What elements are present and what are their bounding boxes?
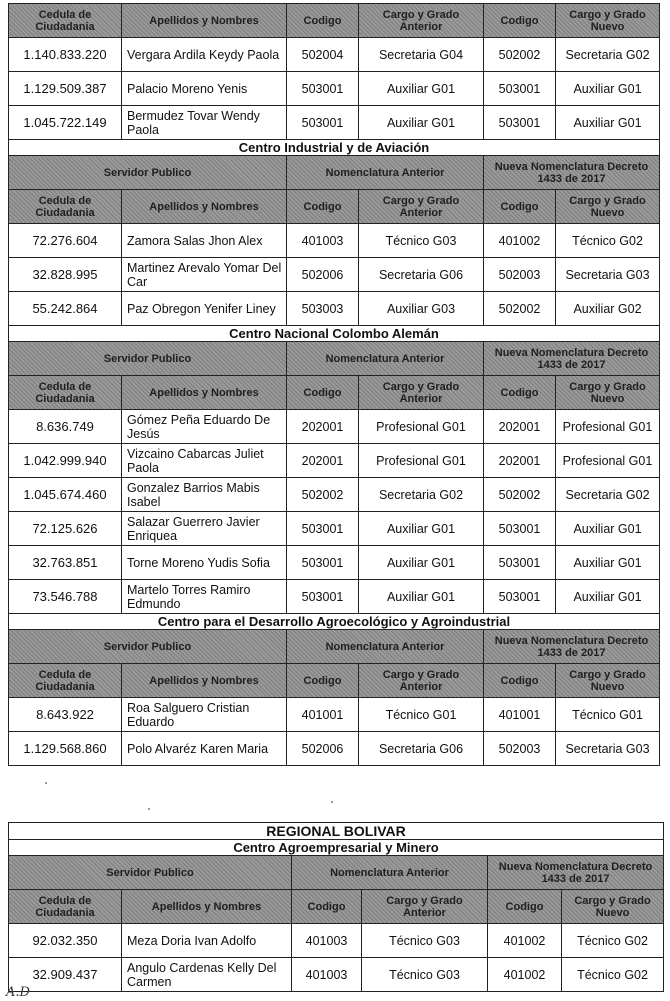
cell-codigo: 202001: [287, 444, 359, 478]
table-row: [9, 580, 660, 614]
cell-cargo_ant: Técnico G03: [362, 924, 488, 958]
cell-codigo2: 502003: [484, 258, 556, 292]
cell-cedula: 1.042.999.940: [9, 444, 122, 478]
section-title: Centro Nacional Colombo Alemán: [9, 326, 660, 342]
cell-nombres: Vizcaino Cabarcas Juliet Paola: [122, 444, 287, 478]
cell-codigo2: 503001: [484, 512, 556, 546]
cell-cargo_ant: Profesional G01: [359, 444, 484, 478]
cell-codigo2: 502003: [484, 732, 556, 766]
cell-codigo: 502006: [287, 258, 359, 292]
personnel-table-2: [8, 822, 664, 992]
cell-nombres: Gonzalez Barrios Mabis Isabel: [122, 478, 287, 512]
column-header-cargo_nuevo: Cargo y Grado Nuevo: [556, 664, 660, 698]
column-header-cargo_ant: Cargo y Grado Anterior: [359, 4, 484, 38]
cell-codigo: 202001: [287, 410, 359, 444]
table-row: [9, 106, 660, 140]
column-header-nombres: Apellidos y Nombres: [122, 376, 287, 410]
column-header-cargo_ant: Cargo y Grado Anterior: [359, 376, 484, 410]
cell-cargo_nuevo: Secretaria G03: [556, 258, 660, 292]
cell-cargo_nuevo: Auxiliar G01: [556, 512, 660, 546]
cell-codigo: 502002: [287, 478, 359, 512]
cell-codigo2: 503001: [484, 72, 556, 106]
cell-cargo_ant: Auxiliar G03: [359, 292, 484, 326]
cell-nombres: Gómez Peña Eduardo De Jesús: [122, 410, 287, 444]
column-header-cargo_nuevo: Cargo y Grado Nuevo: [556, 376, 660, 410]
table-row: [9, 958, 664, 992]
table-row: [9, 224, 660, 258]
table-row: [9, 258, 660, 292]
cell-codigo2: 202001: [484, 444, 556, 478]
column-header-cargo_ant: Cargo y Grado Anterior: [359, 190, 484, 224]
cell-nombres: Martinez Arevalo Yomar Del Car: [122, 258, 287, 292]
cell-cargo_ant: Técnico G03: [362, 958, 488, 992]
column-header-cargo_nuevo: Cargo y Grado Nuevo: [562, 890, 664, 924]
column-header-row: [9, 190, 660, 224]
column-header-cedula: Cedula de Ciudadania: [9, 190, 122, 224]
table-row: [9, 512, 660, 546]
cell-codigo2: 401001: [484, 698, 556, 732]
cell-cargo_ant: Secretaria G04: [359, 38, 484, 72]
column-header-codigo: Codigo: [287, 190, 359, 224]
cell-codigo: 401001: [287, 698, 359, 732]
cell-cargo_ant: Técnico G01: [359, 698, 484, 732]
table-row: [9, 698, 660, 732]
cell-nombres: Angulo Cardenas Kelly Del Carmen: [122, 958, 292, 992]
cell-codigo2: 502002: [484, 38, 556, 72]
column-header-cedula: Cedula de Ciudadania: [9, 376, 122, 410]
table-row: [9, 410, 660, 444]
column-header-row: [9, 664, 660, 698]
cell-codigo: 401003: [287, 224, 359, 258]
cell-nombres: Salazar Guerrero Javier Enriquea: [122, 512, 287, 546]
column-header-codigo: Codigo: [292, 890, 362, 924]
cell-nombres: Meza Doria Ivan Adolfo: [122, 924, 292, 958]
group-header-anterior: Nomenclatura Anterior: [287, 156, 484, 190]
cell-cedula: 1.045.674.460: [9, 478, 122, 512]
column-header-row: [9, 4, 660, 38]
group-header-row: [9, 156, 660, 190]
cell-cargo_ant: Auxiliar G01: [359, 546, 484, 580]
cell-cargo_ant: Secretaria G02: [359, 478, 484, 512]
group-header-nueva: Nueva Nomenclatura Decreto 1433 de 2017: [484, 342, 660, 376]
column-header-cedula: Cedula de Ciudadania: [9, 664, 122, 698]
cell-codigo2: 502002: [484, 478, 556, 512]
column-header-cedula: Cedula de Ciudadania: [9, 890, 122, 924]
column-header-nombres: Apellidos y Nombres: [122, 4, 287, 38]
cell-cargo_ant: Auxiliar G01: [359, 72, 484, 106]
cell-codigo: 503001: [287, 106, 359, 140]
cell-cedula: 92.032.350: [9, 924, 122, 958]
column-header-codigo2: Codigo: [484, 376, 556, 410]
column-header-nombres: Apellidos y Nombres: [122, 890, 292, 924]
cell-nombres: Roa Salguero Cristian Eduardo: [122, 698, 287, 732]
cell-cedula: 72.276.604: [9, 224, 122, 258]
cell-cargo_nuevo: Secretaria G02: [556, 38, 660, 72]
scan-speck: [148, 808, 150, 810]
section-title-row: [9, 840, 664, 856]
cell-cargo_nuevo: Auxiliar G01: [556, 72, 660, 106]
cell-cedula: 1.045.722.149: [9, 106, 122, 140]
cell-cargo_nuevo: Técnico G02: [556, 224, 660, 258]
column-header-codigo2: Codigo: [484, 190, 556, 224]
cell-cargo_nuevo: Auxiliar G01: [556, 106, 660, 140]
column-header-cargo_nuevo: Cargo y Grado Nuevo: [556, 190, 660, 224]
section-title: Centro Industrial y de Aviación: [9, 140, 660, 156]
column-header-row: [9, 376, 660, 410]
table-row: [9, 478, 660, 512]
cell-cedula: 1.129.509.387: [9, 72, 122, 106]
column-header-nombres: Apellidos y Nombres: [122, 190, 287, 224]
section-title-row: [9, 140, 660, 156]
cell-cedula: 8.643.922: [9, 698, 122, 732]
cell-codigo2: 503001: [484, 546, 556, 580]
cell-cargo_nuevo: Técnico G01: [556, 698, 660, 732]
group-header-servidor: Servidor Publico: [9, 156, 287, 190]
table-row: [9, 38, 660, 72]
group-header-row: [9, 630, 660, 664]
table-row: [9, 732, 660, 766]
table-row: [9, 924, 664, 958]
cell-codigo: 401003: [292, 924, 362, 958]
cell-codigo2: 401002: [488, 924, 562, 958]
cell-nombres: Polo Alvaréz Karen Maria: [122, 732, 287, 766]
column-header-cargo_ant: Cargo y Grado Anterior: [362, 890, 488, 924]
cell-cedula: 8.636.749: [9, 410, 122, 444]
cell-codigo: 502006: [287, 732, 359, 766]
cell-codigo: 502004: [287, 38, 359, 72]
cell-cedula: 73.546.788: [9, 580, 122, 614]
personnel-table-1: [8, 3, 660, 766]
column-header-nombres: Apellidos y Nombres: [122, 664, 287, 698]
cell-cargo_nuevo: Profesional G01: [556, 444, 660, 478]
cell-cargo_nuevo: Técnico G02: [562, 924, 664, 958]
table-row: [9, 546, 660, 580]
cell-nombres: Zamora Salas Jhon Alex: [122, 224, 287, 258]
cell-cedula: 55.242.864: [9, 292, 122, 326]
handwritten-mark: A.D: [6, 985, 30, 1000]
section-title: Centro para el Desarrollo Agroecológico y Agroindustrial: [9, 614, 660, 630]
section-title-row: [9, 326, 660, 342]
cell-cargo_nuevo: Profesional G01: [556, 410, 660, 444]
cell-cargo_ant: Secretaria G06: [359, 258, 484, 292]
table-row: [9, 72, 660, 106]
group-header-anterior: Nomenclatura Anterior: [292, 856, 488, 890]
group-header-nueva: Nueva Nomenclatura Decreto 1433 de 2017: [488, 856, 664, 890]
scan-speck: [45, 782, 47, 784]
cell-cargo_ant: Secretaria G06: [359, 732, 484, 766]
cell-codigo: 401003: [292, 958, 362, 992]
group-header-anterior: Nomenclatura Anterior: [287, 342, 484, 376]
column-header-cargo_ant: Cargo y Grado Anterior: [359, 664, 484, 698]
group-header-servidor: Servidor Publico: [9, 856, 292, 890]
group-header-row: [9, 856, 664, 890]
cell-nombres: Vergara Ardila Keydy Paola: [122, 38, 287, 72]
column-header-codigo2: Codigo: [484, 4, 556, 38]
cell-codigo2: 503001: [484, 580, 556, 614]
group-header-servidor: Servidor Publico: [9, 342, 287, 376]
cell-cedula: 1.140.833.220: [9, 38, 122, 72]
cell-codigo2: 503001: [484, 106, 556, 140]
column-header-cedula: Cedula de Ciudadania: [9, 4, 122, 38]
cell-codigo2: 502002: [484, 292, 556, 326]
cell-cargo_nuevo: Auxiliar G02: [556, 292, 660, 326]
cell-codigo2: 202001: [484, 410, 556, 444]
region-title: REGIONAL BOLIVAR: [9, 823, 664, 840]
group-header-row: [9, 342, 660, 376]
cell-cargo_ant: Profesional G01: [359, 410, 484, 444]
cell-cedula: 1.129.568.860: [9, 732, 122, 766]
cell-cedula: 32.828.995: [9, 258, 122, 292]
region-title-row: [9, 823, 664, 840]
table-row: [9, 444, 660, 478]
column-header-codigo2: Codigo: [488, 890, 562, 924]
cell-nombres: Torne Moreno Yudis Sofia: [122, 546, 287, 580]
cell-codigo: 503001: [287, 72, 359, 106]
column-header-row: [9, 890, 664, 924]
cell-cargo_ant: Auxiliar G01: [359, 580, 484, 614]
section-title-row: [9, 614, 660, 630]
cell-cedula: 32.909.437: [9, 958, 122, 992]
cell-cargo_ant: Auxiliar G01: [359, 106, 484, 140]
cell-nombres: Paz Obregon Yenifer Liney: [122, 292, 287, 326]
cell-nombres: Palacio Moreno Yenis: [122, 72, 287, 106]
cell-codigo: 503001: [287, 580, 359, 614]
group-header-anterior: Nomenclatura Anterior: [287, 630, 484, 664]
cell-codigo: 503001: [287, 546, 359, 580]
cell-cargo_nuevo: Auxiliar G01: [556, 580, 660, 614]
group-header-nueva: Nueva Nomenclatura Decreto 1433 de 2017: [484, 156, 660, 190]
column-header-codigo: Codigo: [287, 376, 359, 410]
cell-cedula: 72.125.626: [9, 512, 122, 546]
cell-nombres: Bermudez Tovar Wendy Paola: [122, 106, 287, 140]
cell-codigo: 503003: [287, 292, 359, 326]
column-header-codigo: Codigo: [287, 4, 359, 38]
column-header-codigo: Codigo: [287, 664, 359, 698]
column-header-codigo2: Codigo: [484, 664, 556, 698]
cell-nombres: Martelo Torres Ramiro Edmundo: [122, 580, 287, 614]
cell-cargo_ant: Auxiliar G01: [359, 512, 484, 546]
table-row: [9, 292, 660, 326]
cell-cargo_nuevo: Auxiliar G01: [556, 546, 660, 580]
section-title: Centro Agroempresarial y Minero: [9, 840, 664, 856]
scan-speck: [331, 801, 333, 803]
cell-cargo_nuevo: Secretaria G03: [556, 732, 660, 766]
cell-cargo_ant: Técnico G03: [359, 224, 484, 258]
group-header-nueva: Nueva Nomenclatura Decreto 1433 de 2017: [484, 630, 660, 664]
group-header-servidor: Servidor Publico: [9, 630, 287, 664]
cell-codigo2: 401002: [484, 224, 556, 258]
cell-cargo_nuevo: Técnico G02: [562, 958, 664, 992]
cell-codigo2: 401002: [488, 958, 562, 992]
cell-codigo: 503001: [287, 512, 359, 546]
cell-cargo_nuevo: Secretaria G02: [556, 478, 660, 512]
cell-cedula: 32.763.851: [9, 546, 122, 580]
column-header-cargo_nuevo: Cargo y Grado Nuevo: [556, 4, 660, 38]
